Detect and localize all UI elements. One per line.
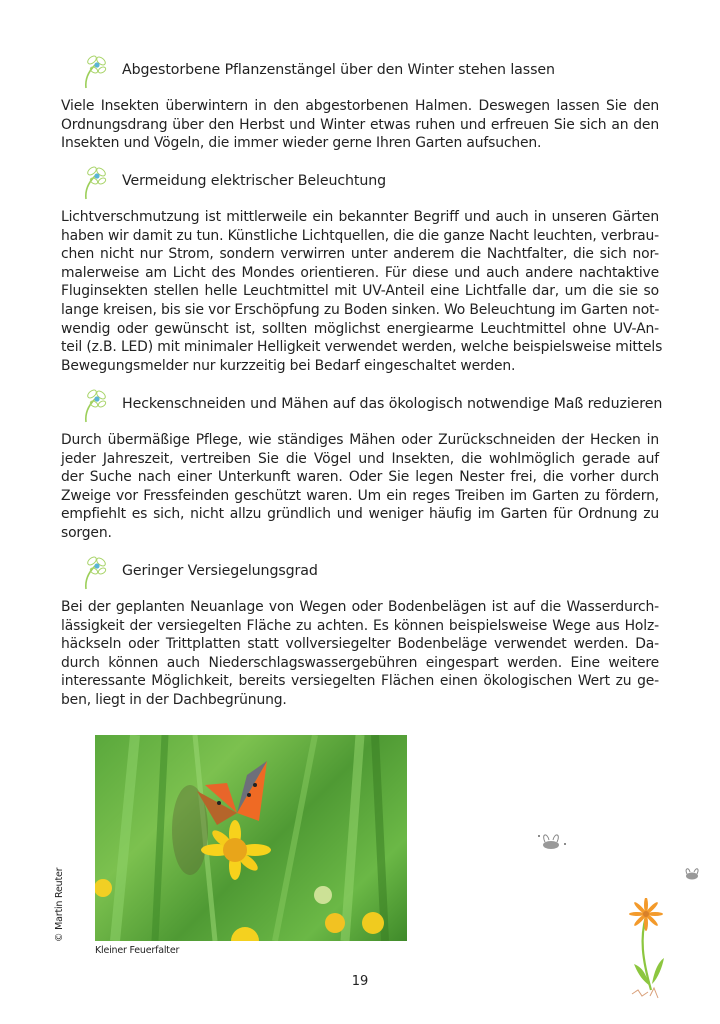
text-line: sorgen.	[61, 524, 112, 541]
dragonfly-flower-icon	[78, 50, 110, 90]
text-line: der Suche nach einer Unterkunft waren. Oder Sie legen Nester frei, die vorher durch	[61, 469, 659, 486]
section-heading	[78, 50, 555, 90]
text-line: Viele Insekten überwintern in den abgestorbenen Halmen. Deswegen lassen Sie den	[61, 98, 659, 114]
text-line: Zweige vor Fressfeinden geschützt waren. Um ein reges Treiben im Garten zu fördern,	[61, 487, 659, 504]
text-line: malerweise am Licht des Mondes orientieren. Für diese und auch andere nachtaktive	[61, 264, 659, 281]
section-heading	[78, 384, 662, 424]
text-line: durch können auch Niederschlagswassergebühren eingespart werden. Eine weitere	[61, 654, 659, 671]
butterfly-photo	[95, 735, 407, 941]
text-line: Insekten und Vögeln, die immer wieder gerne Ihren Garten aufsuchen.	[61, 135, 542, 152]
text-line: Fluginsekten stellen helle Leuchtmittel mit UV-Anteil eine Lichtfalle dar, um die sie so	[61, 283, 659, 300]
text-line: chen nicht nur Strom, sondern verwirren unter anderem die Nachtfalter, die sich nor-	[61, 246, 659, 263]
text-line: jeder Jahreszeit, vertreiben Sie die Vögel und Insekten, die wohlmöglich gerade auf	[61, 450, 659, 467]
text-line: ben, liegt in der Dachbegrünung.	[61, 691, 287, 708]
dragonfly-flower-icon	[78, 161, 110, 201]
section-title: Abgestorbene Pflanzenstängel über den Winter stehen lassen	[122, 62, 555, 78]
text-line: Bewegungsmelder nur kurzzeitig bei Bedarf eingeschaltet werden.	[61, 357, 516, 374]
text-line: wendig oder gewünscht ist, sollten möglichst energiearme Leuchtmittel ohne UV-An-	[61, 320, 659, 337]
text-line: interessante Möglichkeit, bereits versiegelten Flächen einen ökologischen Wert zu ge-	[61, 673, 659, 690]
text-line: Durch übermäßige Pflege, wie ständiges Mähen oder Zurückschneiden der Hecken in	[61, 432, 659, 448]
photo-caption: Kleiner Feuerfalter	[95, 945, 180, 956]
text-line: empfiehlt es sich, nicht allzu gründlich und weniger häufig im Garten für Ordnung zu	[61, 506, 659, 523]
section-title: Geringer Versiegelungsgrad	[122, 563, 318, 579]
section-paragraph	[61, 208, 663, 375]
text-line: häckseln oder Trittplatten statt vollversiegelter Bodenbeläge verwendet werden. Da-	[61, 636, 659, 653]
section-paragraph	[61, 431, 659, 543]
section-heading	[78, 161, 386, 201]
text-line: teil (z.B. LED) mit minimaler Helligkeit verwendet werden, welche beispielsweise mittels	[61, 339, 663, 356]
dragonfly-flower-icon	[78, 384, 110, 424]
text-line: lange kreisen, bis sie vor Erschöpfung zu Boden sinken. Wo Beleuchtung im Garten not-	[61, 301, 660, 318]
section-title: Heckenschneiden und Mähen auf das ökologisch notwendige Maß reduzieren	[122, 396, 663, 412]
section-paragraph	[61, 598, 659, 710]
dragonfly-flower-icon	[78, 551, 110, 591]
text-line: Ordnungsdrang über den Herbst und Winter etwas ruhen und erfreuen Sie sich an den	[61, 116, 659, 133]
text-line: Lichtverschmutzung ist mittlerweile ein bekannter Begriff und auch in unseren Gärten	[61, 209, 659, 225]
section-heading	[78, 551, 318, 591]
section-paragraph	[61, 97, 659, 153]
section-title: Vermeidung elektrischer Beleuchtung	[122, 173, 387, 189]
fly-icon	[678, 864, 706, 884]
photo-credit: © Martin Reuter	[54, 867, 65, 942]
page-number: 19	[351, 974, 369, 989]
butterfly-on-flower-image	[95, 735, 407, 941]
fly-icon	[535, 830, 569, 854]
text-line: lässigkeit der versiegelten Fläche zu achten. Es können beispielsweise Wege aus Holz-	[61, 617, 659, 634]
text-line: haben wir damit zu tun. Künstliche Lichtquellen, die die ganze Nacht leuchten, verbrau-	[61, 227, 660, 244]
text-line: Bei der geplanten Neuanlage von Wegen oder Bodenbelägen ist auf die Wasserdurch-	[61, 599, 659, 615]
